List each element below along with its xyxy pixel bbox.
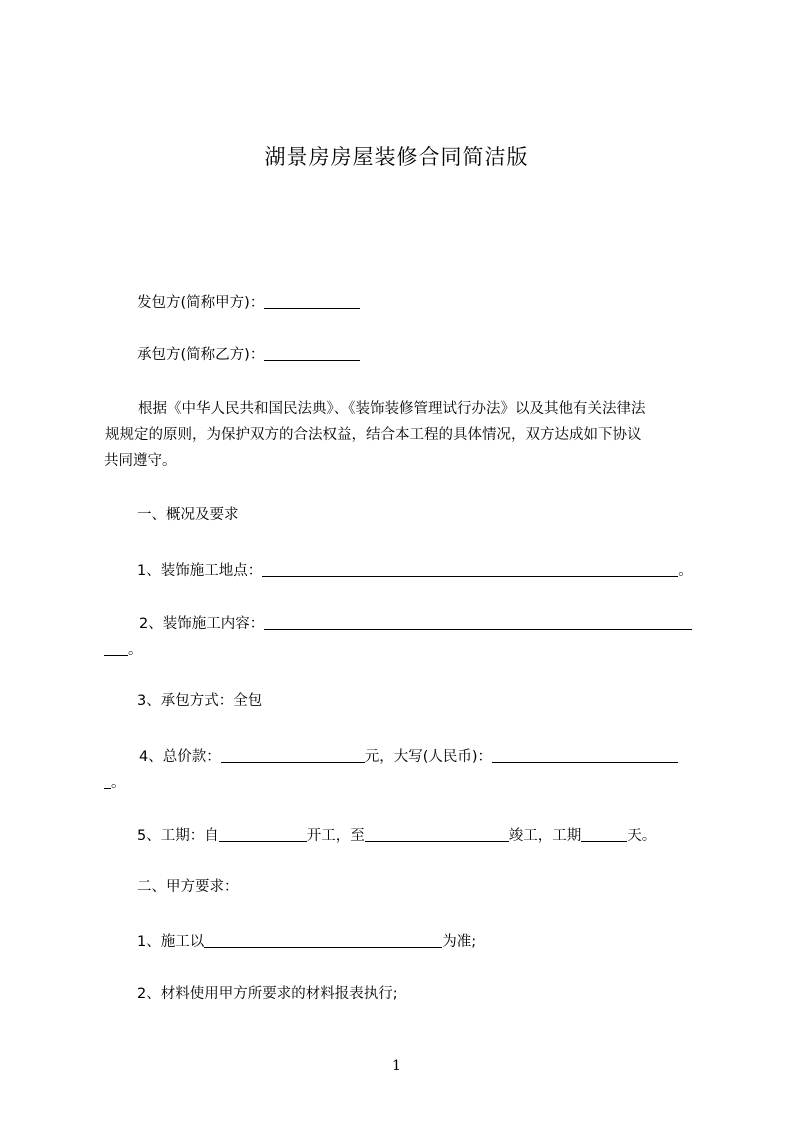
period-days-blank [581, 826, 627, 842]
period-start-blank [219, 826, 307, 842]
work-content-end: 。 [128, 642, 143, 658]
section-1-heading: 一、概况及要求 [137, 507, 239, 523]
section-2-item-1 [137, 930, 476, 952]
party-a-blank [264, 293, 360, 309]
total-price-uppercase-label: 元，大写(人民币)： [364, 749, 493, 765]
preamble-line-1: 根据《中华人民共和国民法典》、《装饰装修管理试行办法》以及其他有关法律法 [138, 401, 646, 417]
total-price-label: 4、总价款： [139, 749, 221, 765]
period-from-label: 5、工期：自 [137, 828, 219, 844]
period-days-label: 天。 [627, 828, 657, 844]
section-1-item-5 [137, 824, 656, 846]
construction-basis-blank [204, 932, 442, 948]
total-price-blank [221, 747, 365, 763]
party-a-label: 发包方(简称甲方)： [137, 295, 265, 311]
site-address-blank [262, 561, 678, 577]
preamble-line-2: 规规定的原则，为保护双方的合法权益，结合本工程的具体情况，双方达成如下协议 [105, 427, 642, 443]
period-finish-blank [365, 826, 509, 842]
section-2-heading: 二、甲方要求： [137, 879, 239, 895]
site-address-end: 。 [678, 563, 693, 579]
total-price-uppercase-blank-cont [104, 773, 111, 789]
work-content-blank-cont [104, 640, 128, 656]
section-1-item-1 [137, 559, 693, 581]
period-finish-label: 竣工，工期 [508, 828, 582, 844]
page-number: 1 [392, 1058, 401, 1074]
section-2-item-2: 2、材料使用甲方所要求的材料报表执行; [137, 986, 398, 1002]
construction-basis-end: 为准; [442, 934, 477, 950]
work-content-blank [264, 614, 692, 630]
period-start-label: 开工，至 [306, 828, 365, 844]
section-1-item-2 [139, 612, 692, 634]
section-1-item-2-cont [104, 638, 143, 660]
total-price-end: 。 [111, 775, 126, 791]
section-1-item-4-cont [104, 771, 126, 793]
section-1-item-3: 3、承包方式：全包 [137, 693, 263, 709]
section-1-item-4 [139, 745, 678, 767]
total-price-uppercase-blank [492, 747, 678, 763]
document-title: 湖景房房屋装修合同简洁版 [264, 145, 529, 169]
party-b-label: 承包方(简称乙方)： [137, 347, 265, 363]
party-b-blank [264, 345, 360, 361]
preamble-paragraph [104, 396, 700, 474]
work-content-label: 2、装饰施工内容： [139, 616, 265, 632]
party-b-line [137, 343, 360, 365]
site-address-label: 1、装饰施工地点： [137, 563, 263, 579]
preamble-line-3: 共同遵守。 [104, 453, 177, 469]
construction-basis-label: 1、施工以 [137, 934, 205, 950]
party-a-line [137, 291, 360, 313]
